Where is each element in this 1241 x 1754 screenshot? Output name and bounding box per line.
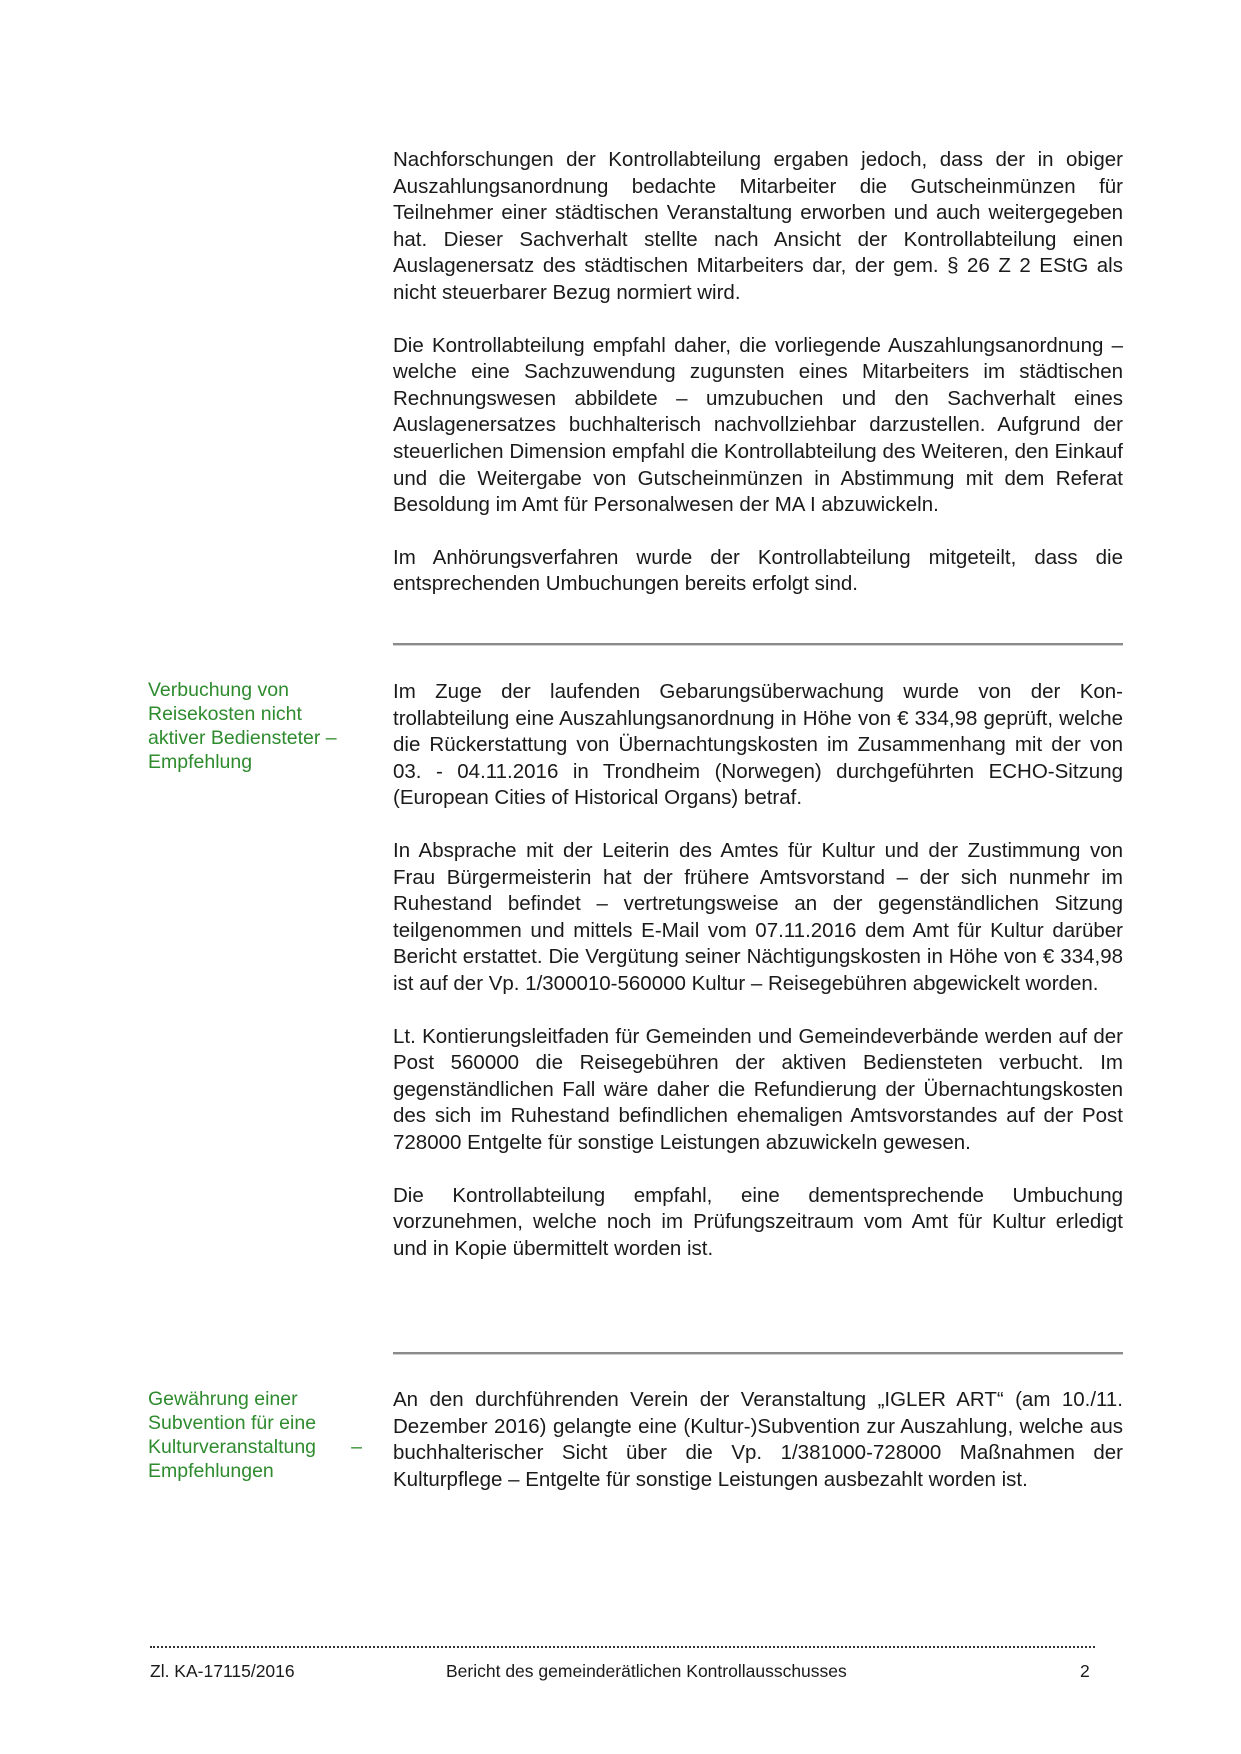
- footer-title: Bericht des gemeinderätlichen Kontrollausschusses: [446, 1661, 847, 1681]
- paragraph-2: Die Kontrollabteilung empfahl daher, die vorliegende Auszahlungsanordnung – welche eine Sachzuwendung zugunsten eines Mitarbeiters im städtischen Rechnungswesen abbildete – umzubuchen und den Sachverhalt eines Auslagenersatzes buchhalterisch nachvollziehbar darzustellen. Aufgrund der steuerlichen Dimension empfahl die Kontrollabteilung des Weiteren, den Einkauf und die Weitergabe von Gutscheinmünzen in Abstimmung mit dem Referat Besoldung im Amt für Personalwesen der MA I abzuwickeln.: [393, 333, 1123, 517]
- body-column-top: [393, 147, 1123, 598]
- page-number: 2: [1080, 1661, 1090, 1681]
- sidenote-line: Subvention für eine: [148, 1412, 317, 1434]
- sidenote-reisekosten: [148, 678, 358, 774]
- sidenote-line: Kulturveranstaltung: [148, 1436, 317, 1458]
- sidenote-line: Gewährung einer: [148, 1388, 298, 1410]
- sidenote-line: Empfehlungen: [148, 1460, 274, 1482]
- paragraph-4: Im Zuge der laufenden Gebarungsüberwachung wurde von der Kontrollabteilung eine Auszahlungsanordnung in Höhe von € 334,98 geprüft, welche die Rückerstattung von Übernachtungskosten im Zusammenhang mit der von 03. - 04.11.2016 in Trondheim (Norwegen) durchgeführten ECHO-Sitzung (European Cities of Historical Organs) betraf.: [393, 680, 1123, 810]
- section-divider-1: [393, 643, 1123, 645]
- paragraph-8: An den durchführenden Verein der Veranstaltung „IGLER ART“ (am 10./11. Dezember 2016) gelangte eine (Kultur-)Subvention zur Auszahlung, welche aus buchhalterischer Sicht über die Vp. 1/381000-728000 Maßnahmen der Kulturpflege – Entgelte für sonstige Leistungen ausbezahlt worden ist.: [393, 1388, 1123, 1491]
- section-divider-2: [393, 1352, 1123, 1354]
- paragraph-5: In Absprache mit der Leiterin des Amtes für Kultur und der Zustimmung von Frau Bürgermeisterin hat der frühere Amtsvorstand – der sich nunmehr im Ruhestand befindet – vertretungsweise an der gegenständlichen Sitzung teilgenommen und mittels E-Mail vom 07.11.2016 dem Amt für Kultur darüber Bericht erstattet. Die Vergütung seiner Nächtigungskosten in Höhe von € 334,98 ist auf der Vp. 1/300010-560000 Kultur – Reisegebühren abgewickelt worden.: [393, 838, 1123, 995]
- paragraph-3: Im Anhörungsverfahren wurde der Kontrollabteilung mitgeteilt, dass die entsprechenden Umbuchungen bereits erfolgt sind.: [393, 545, 1123, 596]
- body-column-middle: [393, 679, 1123, 1262]
- body-column-bottom: [393, 1387, 1123, 1493]
- paragraph-1: Nachforschungen der Kontrollabteilung ergaben jedoch, dass der in obiger Auszahlungsanordnung bedachte Mitarbeiter die Gutscheinmünzen für Teilnehmer einer städtischen Veranstaltung erworben und auch weitergegeben hat. Dieser Sachverhalt stellte nach Ansicht der Kontrollabteilung einen Auslagenersatz des städtischen Mitarbeiters dar, der gem. § 26 Z 2 EStG als nicht steuerbarer Bezug normiert wird.: [393, 148, 1123, 304]
- footer-dotted-rule: [150, 1640, 1095, 1648]
- sidenote-line: Empfehlung: [148, 751, 253, 773]
- paragraph-6: Lt. Kontierungsleitfaden für Gemeinden und Gemeindeverbände werden auf der Post 560000 die Reisegebühren der aktiven Bediensteten verbucht. Im gegenständlichen Fall wäre daher die Refundierung der Übernachtungskosten des sich im Ruhestand befindlichen ehemaligen Amtsvorstandes auf der Post 728000 Entgelte für sonstige Leistungen abzuwickeln gewesen.: [393, 1024, 1123, 1154]
- paragraph-7: Die Kontrollabteilung empfahl, eine dementsprechende Umbuchung vorzunehmen, welche noch im Prüfungszeitraum vom Amt für Kultur erledigt und in Kopie übermittelt worden ist.: [393, 1183, 1123, 1260]
- sidenote-line-with-dash: [148, 1435, 362, 1459]
- sidenote-subvention: [148, 1387, 362, 1483]
- footer-reference: Zl. KA-17115/2016: [150, 1661, 295, 1681]
- sidenote-line: aktiver Bediensteter –: [148, 727, 337, 749]
- sidenote-line: Reisekosten nicht: [148, 703, 302, 725]
- sidenote-dash: –: [351, 1436, 362, 1458]
- sidenote-line: Verbuchung von: [148, 679, 289, 701]
